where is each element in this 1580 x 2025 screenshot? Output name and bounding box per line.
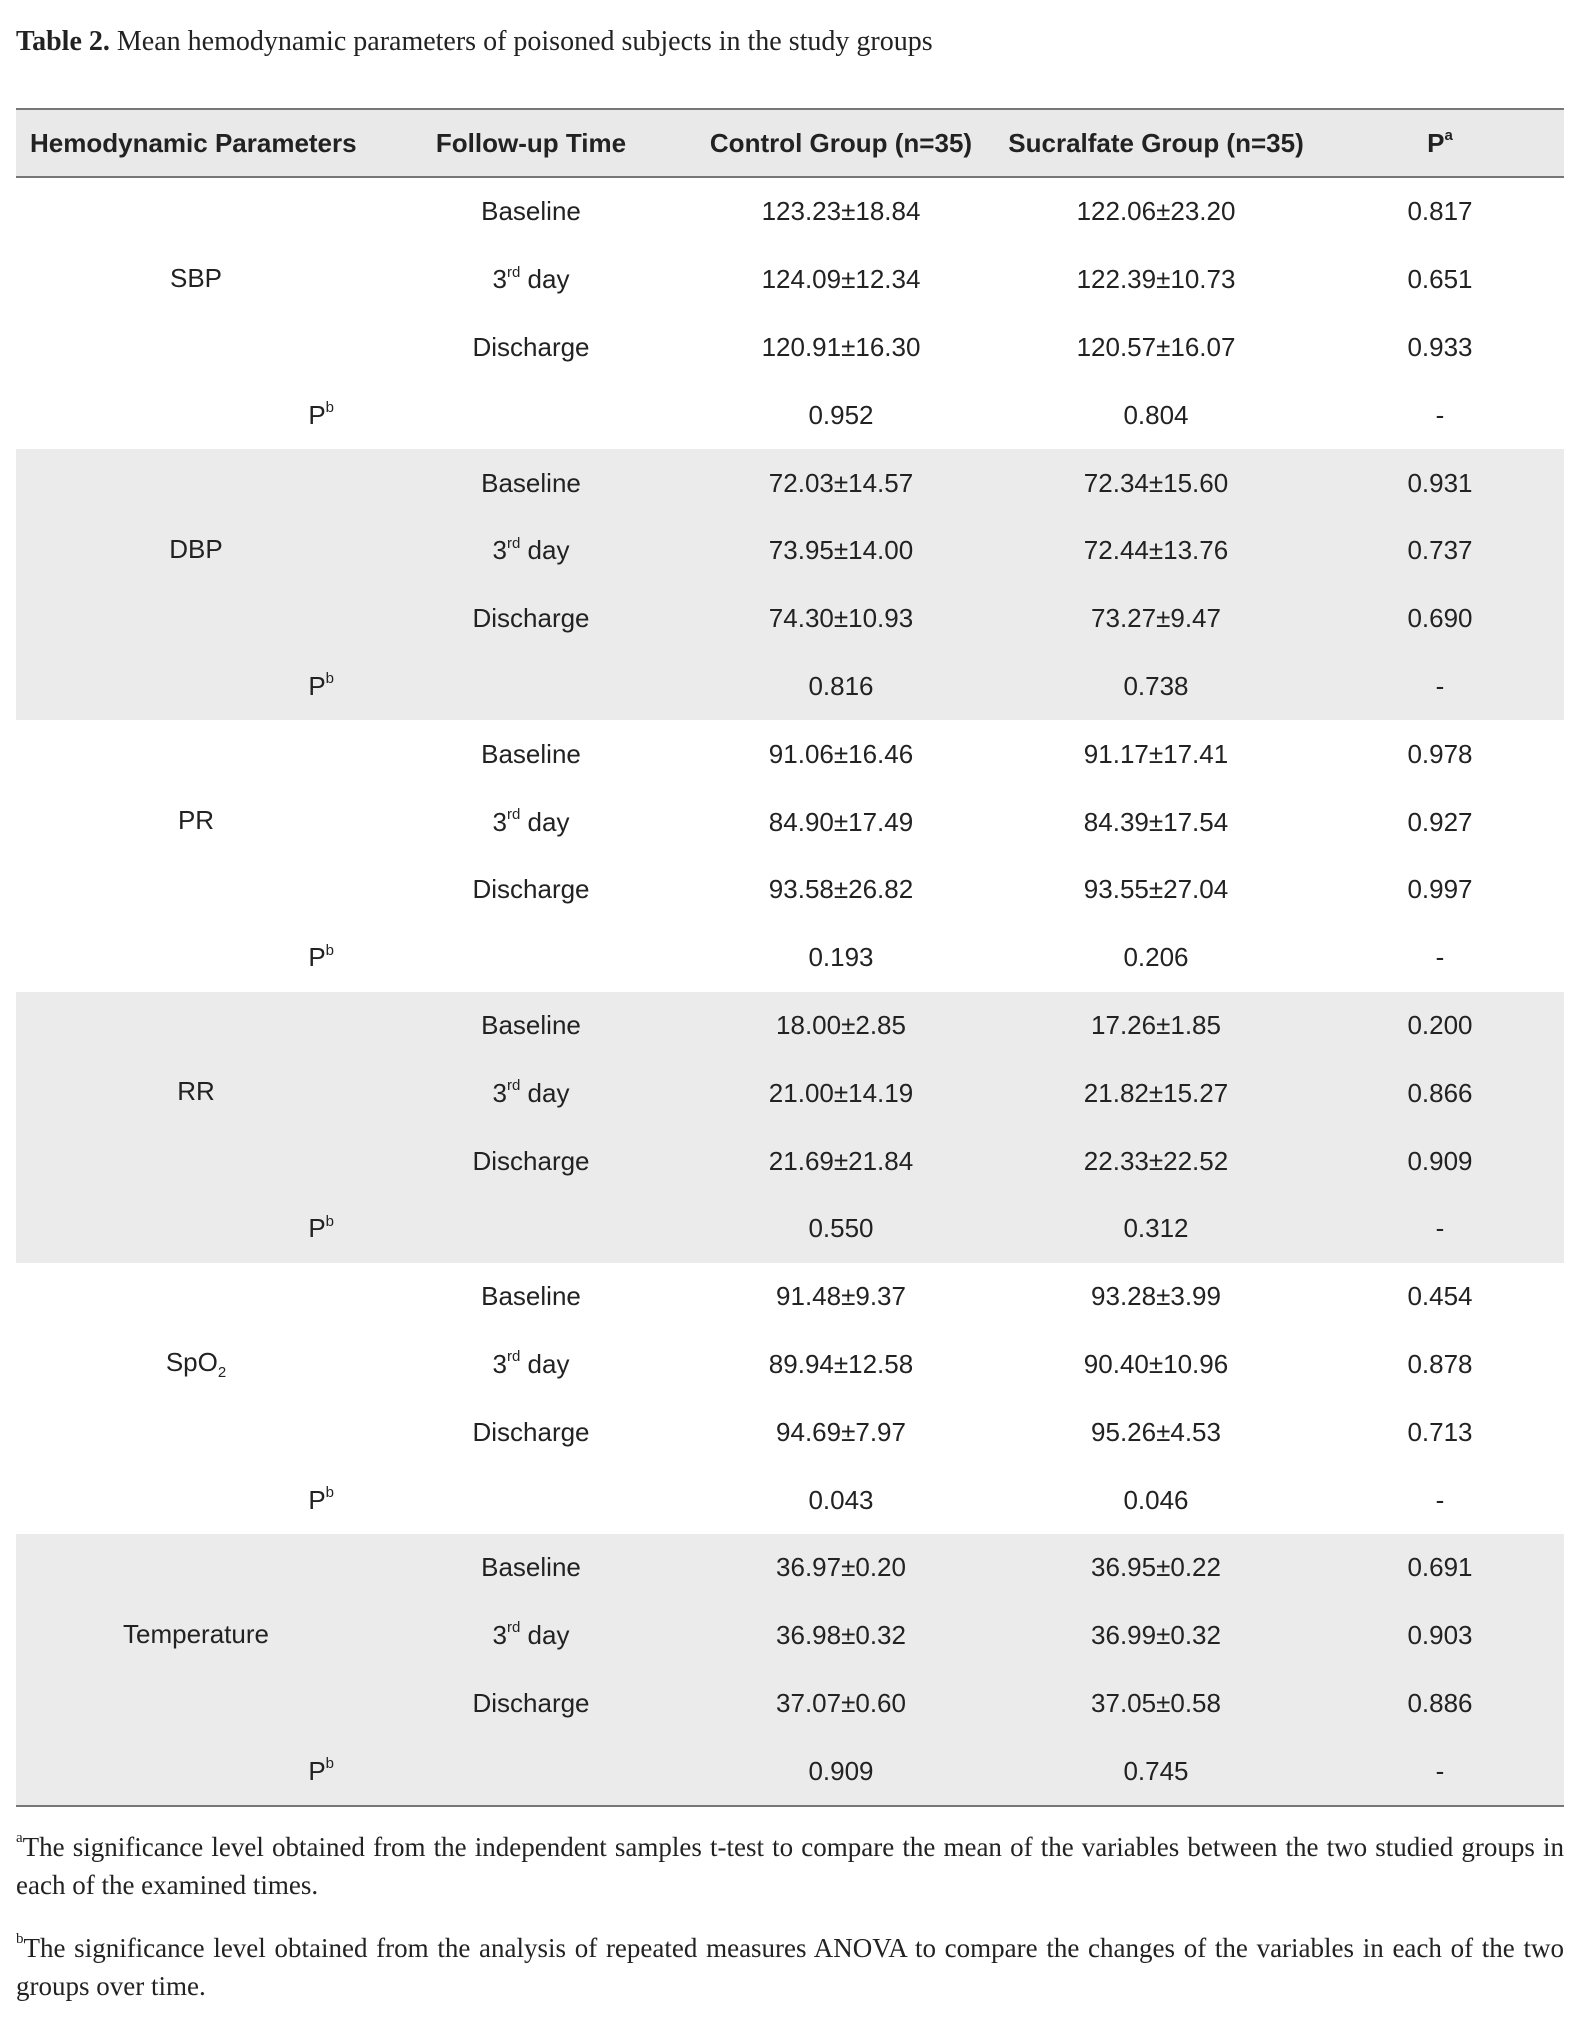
follow-up-time: Discharge — [376, 585, 686, 653]
sucralfate-value: 93.28±3.99 — [1091, 1281, 1221, 1312]
parameter-name: DBP — [16, 449, 376, 652]
pb-control-value: 0.909 — [686, 1737, 996, 1806]
pb-spacer — [376, 1466, 686, 1534]
pb-spacer — [376, 381, 686, 449]
follow-up-time: Baseline — [481, 738, 581, 769]
page — [16, 0, 1564, 2025]
pb-label: $P^b$ — [16, 653, 376, 721]
sucralfate-value: 21.82±15.27 — [996, 1059, 1316, 1127]
header-p-value: $P^a$ — [1316, 109, 1564, 177]
follow-up-time: Baseline — [376, 449, 686, 517]
parameter-name: PR — [177, 804, 215, 835]
control-value: 73.95±14.00 — [686, 517, 996, 585]
pb-spacer — [376, 924, 686, 992]
sucralfate-value: 84.39±17.54 — [1083, 806, 1229, 837]
pb-control-value: 0.550 — [686, 1195, 996, 1263]
sucralfate-value: 91.17±17.41 — [1083, 738, 1229, 769]
control-value: 21.69±21.84 — [686, 1127, 996, 1195]
control-value: 123.23±18.84 — [761, 196, 921, 227]
table-row — [16, 177, 1564, 246]
caption-text: Mean hemodynamic parameters of poisoned subjects in the study groups — [109, 26, 933, 57]
table-row — [16, 1534, 1564, 1602]
control-value: 120.91±16.30 — [761, 331, 921, 362]
sucralfate-value: 36.95±0.22 — [996, 1534, 1316, 1602]
pb-spacer — [376, 1195, 686, 1263]
control-value: 21.00±14.19 — [686, 1059, 996, 1127]
control-value: 37.07±0.60 — [686, 1670, 996, 1738]
table-row — [16, 449, 1564, 517]
table-row-pb — [16, 381, 1564, 449]
footnote-a: $^a$The significance level obtained from the independent samples t-test to compare the mean of the variables between the two studied groups in each of the examined times. — [16, 1830, 1564, 1901]
pb-sucralfate-value: 0.046 — [1123, 1484, 1189, 1515]
follow-up-time: 3rd day — [492, 263, 570, 295]
pb-label: $P^b$ — [308, 941, 334, 973]
table-header-row — [16, 109, 1564, 177]
pb-label: $P^b$ — [16, 1737, 376, 1806]
p-value: 0.931 — [1316, 449, 1564, 517]
pb-control-value: 0.816 — [686, 653, 996, 721]
control-value: 36.97±0.20 — [686, 1534, 996, 1602]
parameter-name: Temperature — [16, 1534, 376, 1737]
header-follow-up-time: Follow-up Time — [376, 109, 686, 177]
p-value: 0.903 — [1316, 1602, 1564, 1670]
follow-up-time: Discharge — [472, 874, 590, 905]
sucralfate-value: 17.26±1.85 — [996, 992, 1316, 1060]
table-row — [16, 720, 1564, 788]
pb-control-value: 0.193 — [808, 942, 874, 973]
sucralfate-value: 73.27±9.47 — [996, 585, 1316, 653]
pb-sucralfate-value: 0.312 — [996, 1195, 1316, 1263]
table-body — [16, 177, 1564, 1806]
pb-p-value: - — [1435, 942, 1445, 973]
control-value: 93.58±26.82 — [768, 874, 914, 905]
pb-label: $P^b$ — [308, 1483, 334, 1515]
sucralfate-value: 122.06±23.20 — [1076, 196, 1236, 227]
hemodynamic-table — [16, 108, 1564, 1807]
p-value: 0.737 — [1316, 517, 1564, 585]
follow-up-time: Discharge — [376, 1127, 686, 1195]
control-value: 74.30±10.93 — [686, 585, 996, 653]
pb-sucralfate-value: 0.804 — [1123, 399, 1189, 430]
control-value: 91.06±16.46 — [768, 738, 914, 769]
p-value: 0.909 — [1316, 1127, 1564, 1195]
follow-up-time: Baseline — [376, 992, 686, 1060]
follow-up-time: Baseline — [481, 1281, 581, 1312]
p-value: 0.933 — [1407, 331, 1473, 362]
pb-spacer — [376, 1737, 686, 1806]
pb-sucralfate-value: 0.206 — [1123, 942, 1189, 973]
follow-up-time: 3rd day — [492, 1348, 570, 1379]
sucralfate-value: 72.34±15.60 — [996, 449, 1316, 517]
footnotes — [16, 1823, 1564, 2005]
control-value: 124.09±12.34 — [761, 264, 921, 295]
header-parameters: Hemodynamic Parameters — [16, 109, 376, 177]
table-row-pb — [16, 1466, 1564, 1534]
parameter-name: RR — [16, 992, 376, 1195]
pb-p-value: - — [1316, 1737, 1564, 1806]
p-value: 0.997 — [1407, 874, 1473, 905]
pb-p-value: - — [1435, 399, 1445, 430]
sucralfate-value: 95.26±4.53 — [1091, 1416, 1221, 1447]
table-row-pb — [16, 653, 1564, 721]
p-value: 0.200 — [1316, 992, 1564, 1060]
follow-up-time: Discharge — [376, 1670, 686, 1738]
parameter-name: SBP — [169, 262, 223, 293]
p-value: 0.866 — [1316, 1059, 1564, 1127]
control-value: 84.90±17.49 — [768, 806, 914, 837]
control-value: 72.03±14.57 — [686, 449, 996, 517]
sucralfate-value: 90.40±10.96 — [1083, 1348, 1229, 1379]
parameter-name: SpO$_2$ — [165, 1347, 227, 1382]
sucralfate-value: 93.55±27.04 — [1083, 874, 1229, 905]
follow-up-time: Baseline — [481, 196, 581, 227]
follow-up-time: Discharge — [472, 331, 590, 362]
follow-up-time: 3rd day — [376, 1059, 686, 1127]
follow-up-time: 3rd day — [492, 805, 570, 837]
p-value: 0.817 — [1407, 196, 1473, 227]
footnote-b: $^b$The significance level obtained from the analysis of repeated measures ANOVA to compare the changes of the variables in each of the two groups over time. — [16, 1931, 1564, 2002]
follow-up-time: Discharge — [472, 1416, 590, 1447]
sucralfate-value: 36.99±0.32 — [996, 1602, 1316, 1670]
pb-label: $P^b$ — [16, 1195, 376, 1263]
table-row-pb — [16, 924, 1564, 992]
table-row — [16, 992, 1564, 1060]
p-value: 0.878 — [1407, 1348, 1473, 1379]
pb-control-value: 0.043 — [808, 1484, 874, 1515]
header-sucralfate-group: Sucralfate Group (n=35) — [996, 109, 1316, 177]
p-value: 0.651 — [1407, 264, 1473, 295]
table-caption — [16, 24, 1564, 64]
pb-sucralfate-value: 0.745 — [996, 1737, 1316, 1806]
pb-p-value: - — [1435, 1484, 1445, 1515]
p-value: 0.454 — [1407, 1281, 1473, 1312]
p-value: 0.691 — [1316, 1534, 1564, 1602]
sucralfate-value: 122.39±10.73 — [1076, 264, 1236, 295]
sucralfate-value: 120.57±16.07 — [1076, 331, 1236, 362]
control-value: 94.69±7.97 — [776, 1416, 906, 1447]
p-value: 0.886 — [1316, 1670, 1564, 1738]
p-value: 0.978 — [1407, 738, 1473, 769]
pb-p-value: - — [1316, 653, 1564, 721]
table-row-pb — [16, 1737, 1564, 1806]
table-row — [16, 1263, 1564, 1331]
sucralfate-value: 22.33±22.52 — [996, 1127, 1316, 1195]
follow-up-time: Baseline — [376, 1534, 686, 1602]
p-value: 0.713 — [1407, 1416, 1473, 1447]
p-value: 0.927 — [1407, 806, 1473, 837]
table-row-pb — [16, 1195, 1564, 1263]
pb-control-value: 0.952 — [808, 399, 874, 430]
control-value: 89.94±12.58 — [768, 1348, 914, 1379]
pb-spacer — [376, 653, 686, 721]
follow-up-time: 3rd day — [376, 1602, 686, 1670]
pb-sucralfate-value: 0.738 — [996, 653, 1316, 721]
header-control-group: Control Group (n=35) — [686, 109, 996, 177]
sucralfate-value: 72.44±13.76 — [996, 517, 1316, 585]
sucralfate-value: 37.05±0.58 — [996, 1670, 1316, 1738]
caption-label: Table 2. — [16, 26, 110, 57]
follow-up-time: 3rd day — [376, 517, 686, 585]
control-value: 91.48±9.37 — [776, 1281, 906, 1312]
pb-label: $P^b$ — [308, 399, 334, 430]
control-value: 36.98±0.32 — [686, 1602, 996, 1670]
p-value: 0.690 — [1316, 585, 1564, 653]
pb-p-value: - — [1316, 1195, 1564, 1263]
control-value: 18.00±2.85 — [686, 992, 996, 1060]
